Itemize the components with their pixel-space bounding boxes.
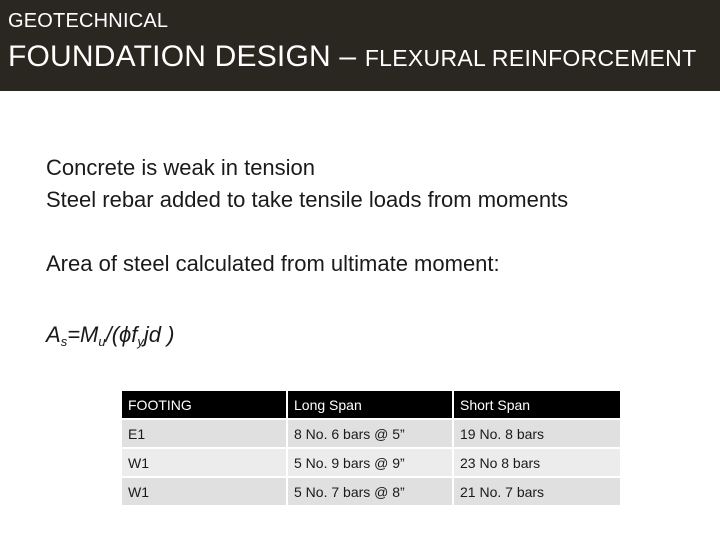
body-spacer [46, 216, 696, 248]
formula-area-of-steel [46, 322, 174, 348]
formula-a-sub: s [60, 334, 68, 349]
cell-footing: W1 [122, 478, 286, 505]
header-long-span: Long Span [288, 391, 452, 418]
formula-m-sub: u [98, 334, 106, 349]
table-row [122, 420, 620, 447]
cell-short-span: 19 No. 8 bars [454, 420, 620, 447]
cell-footing: W1 [122, 449, 286, 476]
slide-header [0, 0, 720, 91]
formula-open: /(ϕf [105, 322, 138, 347]
formula-f-sub: y [137, 334, 144, 349]
table-row [122, 478, 620, 505]
title-sub: FLEXURAL REINFORCEMENT [364, 45, 697, 71]
body-line-3: Area of steel calculated from ultimate moment: [46, 251, 500, 276]
reinforcement-table [120, 389, 622, 507]
cell-short-span: 23 No 8 bars [454, 449, 620, 476]
header-kicker: GEOTECHNICAL [8, 10, 169, 32]
title-main: FOUNDATION DESIGN – [8, 40, 365, 73]
body-line-2: Steel rebar added to take tensile loads from moments [46, 187, 569, 212]
formula-eq-m: =M [67, 322, 99, 347]
table-header-row [122, 391, 620, 418]
header-short-span: Short Span [454, 391, 620, 418]
cell-long-span: 5 No. 9 bars @ 9” [288, 449, 452, 476]
formula-a: A [46, 322, 61, 347]
formula-close: jd ) [143, 322, 175, 347]
slide-title [8, 42, 696, 72]
header-footing: FOOTING [122, 391, 286, 418]
cell-long-span: 5 No. 7 bars @ 8” [288, 478, 452, 505]
body-line-1: Concrete is weak in tension [46, 155, 316, 180]
cell-long-span: 8 No. 6 bars @ 5” [288, 420, 452, 447]
table-row [122, 449, 620, 476]
cell-footing: E1 [122, 420, 286, 447]
slide-body [46, 152, 696, 280]
cell-short-span: 21 No. 7 bars [454, 478, 620, 505]
